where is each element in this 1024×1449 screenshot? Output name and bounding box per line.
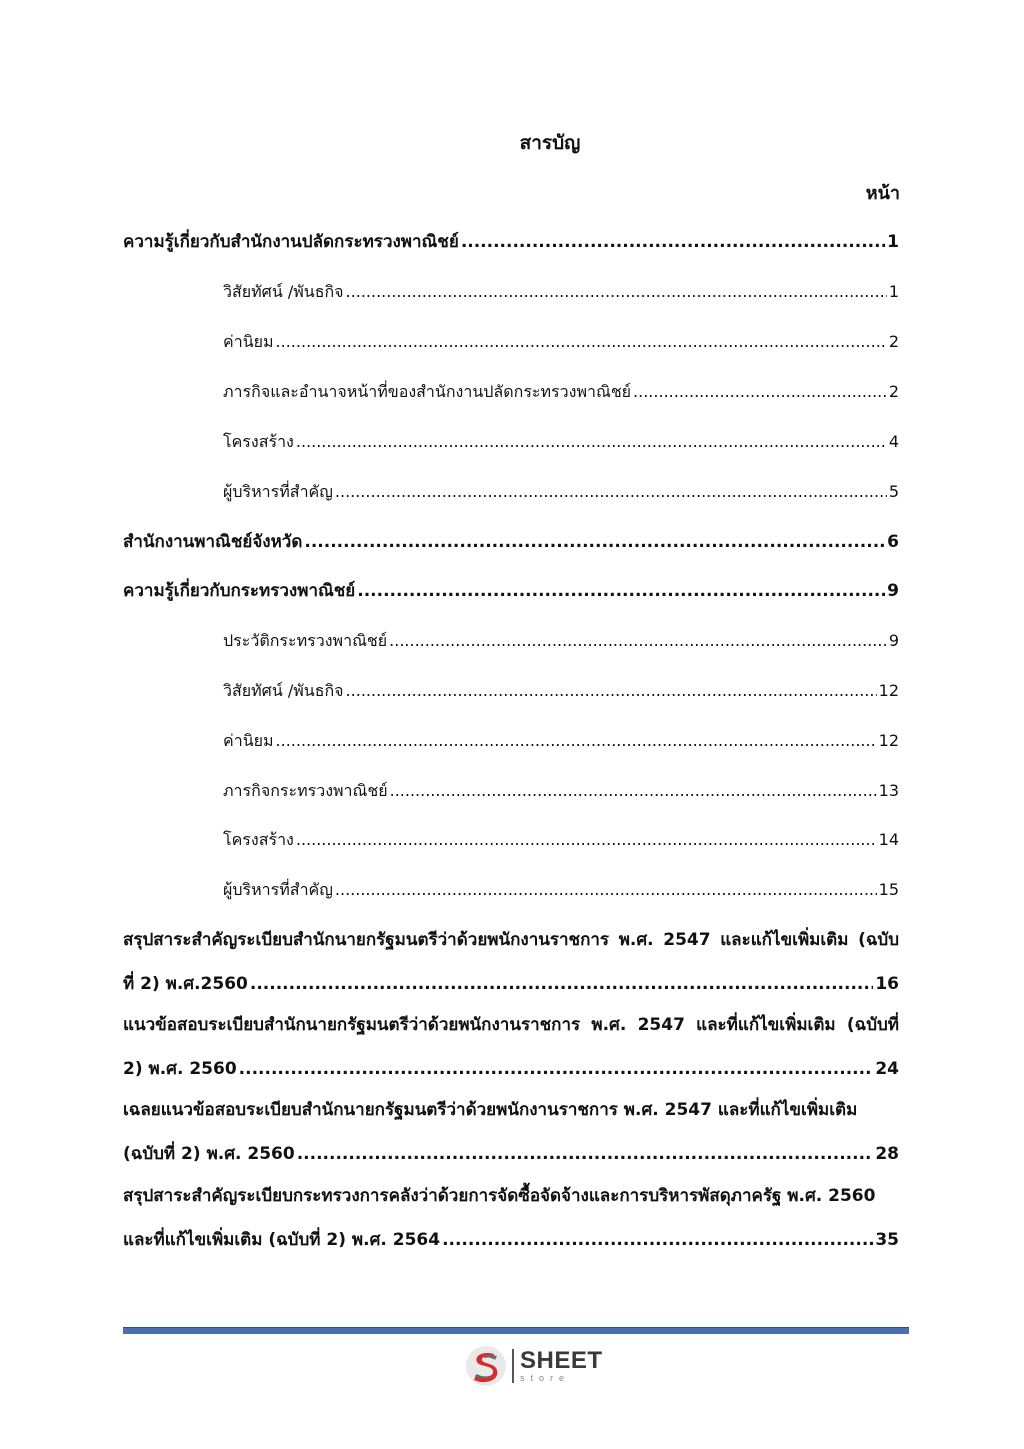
leader-dots xyxy=(239,1047,874,1091)
toc-entry-page: 16 xyxy=(875,974,899,994)
toc-entry-page: 9 xyxy=(887,581,899,601)
toc-subentry[interactable] xyxy=(223,828,899,852)
toc-entry-page: 6 xyxy=(887,532,899,552)
toc-entry-page: 12 xyxy=(878,731,899,750)
toc-entry-line2: ที่ 2) พ.ศ.2560 xyxy=(123,974,248,994)
toc-entry-label: วิสัยทัศน์ /พันธกิจ xyxy=(223,681,344,700)
toc-entry-line2: 2) พ.ศ. 2560 xyxy=(123,1059,237,1079)
toc-entry-page: 5 xyxy=(888,482,899,501)
toc-entry-multiline[interactable] xyxy=(123,918,899,1006)
toc-entry-line1: แนวข้อสอบระเบียบสำนักนายกรัฐมนตรีว่าด้วยพนักงานราชการ พ.ศ. 2547 และที่แก้ไขเพิ่มเติม (ฉบับที่ xyxy=(123,1015,899,1035)
logo-brand-text: SHEET xyxy=(520,1347,603,1374)
toc-entry[interactable] xyxy=(123,530,899,554)
leader-dots xyxy=(276,729,877,753)
leader-dots xyxy=(389,629,887,653)
toc-entry-label: ผู้บริหารที่สำคัญ xyxy=(223,482,333,501)
leader-dots xyxy=(461,230,885,254)
toc-entry-label: ความรู้เกี่ยวกับสำนักงานปลัดกระทรวงพาณิชย์ xyxy=(123,232,459,252)
toc-entry-page: 1 xyxy=(888,282,899,301)
toc-subentry[interactable] xyxy=(223,629,899,653)
toc-entry-label: ผู้บริหารที่สำคัญ xyxy=(223,880,333,899)
toc-entry-page: 12 xyxy=(878,681,899,700)
toc-entry-page: 28 xyxy=(875,1144,899,1164)
toc-entry[interactable] xyxy=(123,579,899,603)
toc-entry-page: 9 xyxy=(888,631,899,650)
leader-dots xyxy=(442,1218,873,1262)
toc-entry-page: 15 xyxy=(878,880,899,899)
leader-dots xyxy=(297,1132,874,1176)
toc-subentry[interactable] xyxy=(223,330,899,354)
toc-entry[interactable] xyxy=(123,230,899,254)
toc-entry-page: 35 xyxy=(875,1230,899,1250)
footer-rule xyxy=(123,1327,909,1334)
leader-dots xyxy=(304,530,885,554)
leader-dots xyxy=(276,330,887,354)
toc-entry-label: ความรู้เกี่ยวกับกระทรวงพาณิชย์ xyxy=(123,581,356,601)
logo-divider xyxy=(512,1349,514,1383)
toc-subentry[interactable] xyxy=(223,729,899,753)
leader-dots xyxy=(633,380,887,404)
toc-entry-label: ภารกิจและอำนาจหน้าที่ของสำนักงานปลัดกระทรวงพาณิชย์ xyxy=(223,382,632,401)
toc-entry-line2: และที่แก้ไขเพิ่มเติม (ฉบับที่ 2) พ.ศ. 2564 xyxy=(123,1230,441,1250)
leader-dots xyxy=(335,878,877,902)
leader-dots xyxy=(357,579,885,603)
toc-entry-label: โครงสร้าง xyxy=(223,432,294,451)
toc-entry-label: ค่านิยม xyxy=(223,731,274,750)
toc-entry-page: 2 xyxy=(888,332,899,351)
toc-entry-page: 13 xyxy=(878,781,899,800)
toc-entry-line1: สรุปสาระสำคัญระเบียบกระทรวงการคลังว่าด้วยการจัดซื้อจัดจ้างและการบริหารพัสดุภาครัฐ พ.ศ. 2560 xyxy=(123,1186,876,1206)
toc-entry-page: 4 xyxy=(888,432,899,451)
toc-entry-multiline[interactable] xyxy=(123,1088,899,1176)
toc-entry-line2: (ฉบับที่ 2) พ.ศ. 2560 xyxy=(123,1144,295,1164)
toc-entry-label: ค่านิยม xyxy=(223,332,274,351)
toc-subentry[interactable] xyxy=(223,878,899,902)
leader-dots xyxy=(296,828,877,852)
toc-entry-multiline[interactable] xyxy=(123,1174,899,1262)
toc-subentry[interactable] xyxy=(223,679,899,703)
page-column-header: หน้า xyxy=(865,183,900,204)
leader-dots xyxy=(346,679,877,703)
leader-dots xyxy=(390,779,877,803)
toc-entry-page: 24 xyxy=(875,1059,899,1079)
sheet-store-logo xyxy=(464,1344,603,1388)
logo-brand-subtext: store xyxy=(520,1373,571,1383)
toc-entry-label: โครงสร้าง xyxy=(223,830,294,849)
toc-entry-line1: เฉลยแนวข้อสอบระเบียบสำนักนายกรัฐมนตรีว่าด้วยพนักงานราชการ พ.ศ. 2547 และที่แก้ไขเพิ่มเติม xyxy=(123,1100,858,1120)
toc-entry-multiline[interactable] xyxy=(123,1003,899,1091)
toc-subentry[interactable] xyxy=(223,480,899,504)
toc-entry-page: 1 xyxy=(887,232,899,252)
toc-entry-label: วิสัยทัศน์ /พันธกิจ xyxy=(223,282,344,301)
leader-dots xyxy=(250,962,873,1006)
toc-title: สารบัญ xyxy=(519,132,581,154)
sheet-store-s-icon xyxy=(464,1344,508,1388)
toc-subentry[interactable] xyxy=(223,430,899,454)
toc-entry-label: สำนักงานพาณิชย์จังหวัด xyxy=(123,532,303,552)
toc-subentry[interactable] xyxy=(223,380,899,404)
toc-entry-page: 2 xyxy=(888,382,899,401)
toc-subentry[interactable] xyxy=(223,280,899,304)
toc-entry-page: 14 xyxy=(878,830,899,849)
leader-dots xyxy=(296,430,887,454)
leader-dots xyxy=(346,280,887,304)
toc-entry-label: ประวัติกระทรวงพาณิชย์ xyxy=(223,631,388,650)
leader-dots xyxy=(335,480,887,504)
toc-entry-line1: สรุปสาระสำคัญระเบียบสำนักนายกรัฐมนตรีว่าด้วยพนักงานราชการ พ.ศ. 2547 และแก้ไขเพิ่มเติม (ฉบับ xyxy=(123,930,899,950)
toc-entry-label: ภารกิจกระทรวงพาณิชย์ xyxy=(223,781,388,800)
toc-subentry[interactable] xyxy=(223,779,899,803)
